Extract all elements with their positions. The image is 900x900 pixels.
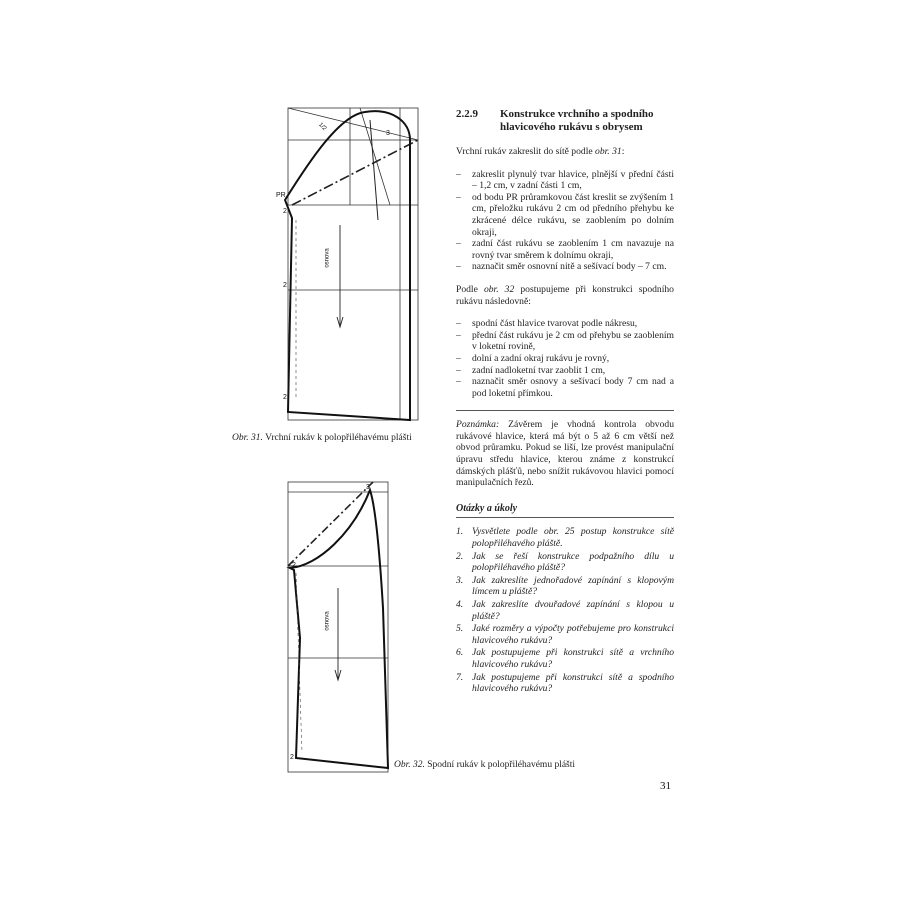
question-number: 4. (456, 599, 464, 610)
note-label: Poznámka: (456, 419, 500, 431)
upper-sleeve-pattern-drawing (270, 100, 430, 430)
figure-31-caption-label: Obr. 31. (232, 433, 263, 443)
list-item: – naznačit směr osnovy a sešívací body 7 cm nad a pod loketní přímkou. (456, 376, 674, 399)
label-2-top: 2 (292, 562, 296, 569)
question-text: Jak postupujeme při konstrukci sítě a spodního hlavicového rukávu? (472, 671, 674, 695)
label-half: 1/2 (317, 121, 328, 133)
question-number: 6. (456, 647, 464, 659)
question-item (456, 526, 674, 549)
list-item: – dolní a zadní okraj rukávu je rovný, (456, 353, 674, 365)
question-number: 2. (456, 550, 464, 562)
section-number: 2.2.9 (456, 108, 478, 120)
lower-sleeve-pattern-drawing (278, 478, 398, 778)
intro-paragraph (456, 146, 674, 158)
label-3: 3 (366, 484, 370, 491)
page-number: 31 (660, 780, 671, 792)
question-text: Jak se řeší konstrukce podpažního dílu u polopřiléhavého pláště? (472, 550, 674, 574)
section-title: Konstrukce vrchního a spodního hlavicového rukávu s obrysem (500, 108, 654, 133)
intro-prefix: Vrchní rukáv zakreslit do sítě podle (456, 146, 596, 157)
divider (456, 410, 674, 411)
question-item (456, 647, 674, 670)
figure-31-upper-sleeve (270, 100, 430, 430)
text-column (456, 108, 674, 696)
intro-reference: obr. 31 (595, 146, 622, 157)
figure-31-caption (232, 433, 412, 443)
label-3: 3 (386, 130, 390, 137)
label-2-top: 2 (283, 208, 287, 215)
list-item: – přední část rukávu je 2 cm od přehybu se zaoblením v loketní rovině, (456, 330, 674, 353)
label-pr: PR (276, 192, 286, 199)
question-item (456, 575, 674, 598)
lower-sleeve-intro (456, 284, 674, 307)
list-item: – od bodu PR průramkovou část kreslit se zvýšením 1 cm, přeložku rukávu 2 cm od předního přehybu ke zkrácené délce rukávu, se zaoblením po dolním okraji, (456, 192, 674, 238)
list-item: – naznačit směr osnovní nitě a sešívací body – 7 cm. (456, 261, 674, 273)
figure-31-caption-text: Vrchní rukáv k polopřiléhavému plášti (262, 433, 412, 443)
figure-32-caption-label: Obr. 32. (394, 760, 425, 770)
question-item (456, 623, 674, 646)
label-osnova: osnova (324, 611, 331, 631)
question-number: 3. (456, 574, 464, 586)
label-2-middle: 2 (283, 282, 287, 289)
para2-prefix: Podle (456, 283, 484, 295)
figure-32-caption (394, 760, 575, 770)
list-item: – zadní část rukávu se zaoblením 1 cm navazuje na rovný tvar směrem k dolnímu okraji, (456, 238, 674, 261)
question-text: Jaké rozměry a výpočty potřebujeme pro konstrukci hlavicového rukávu? (472, 623, 674, 646)
question-item (456, 599, 674, 622)
intro-suffix: : (621, 146, 625, 157)
questions-heading: Otázky a úkoly (456, 503, 674, 519)
question-text: Jak postupujeme při konstrukci sítě a vrchního hlavicového rukávu? (472, 647, 674, 670)
questions-list (456, 526, 674, 694)
para2-reference: obr. 32 (483, 283, 515, 295)
label-2-bottom: 2 (283, 394, 287, 401)
note-paragraph (456, 419, 674, 489)
question-number: 5. (456, 623, 464, 635)
para2-suffix: postupujeme při konstrukci spodního rukávu následovně: (456, 283, 674, 307)
section-heading (456, 108, 674, 134)
list-item: – zadní nadloketní tvar zaoblit 1 cm, (456, 365, 674, 377)
question-text: Vysvětlete podle obr. 25 postup konstrukce sítě polopřiléhavého pláště. (472, 526, 674, 550)
list-item: – spodní část hlavice tvarovat podle nákresu, (456, 318, 674, 330)
lower-sleeve-steps (456, 318, 674, 399)
question-item (456, 551, 674, 574)
list-item: – zakreslit plynulý tvar hlavice, plnější v přední části – 1,2 cm, v zadní části 1 cm, (456, 169, 674, 192)
label-2-bottom: 2 (290, 754, 294, 761)
question-number: 1. (456, 526, 464, 538)
figure-32-lower-sleeve (278, 478, 398, 778)
question-text: Jak zakreslíte jednořadové zapínání s klopovým límcem u pláště? (472, 574, 674, 598)
question-number: 7. (456, 671, 464, 683)
figure-32-caption-text: Spodní rukáv k polopřiléhavému plášti (424, 760, 576, 770)
upper-sleeve-steps (456, 169, 674, 273)
note-text: Závěrem je vhodná kontrola obvodu rukávové hlavice, která má být o 5 až 6 cm větší než obvod průramku. Pokud se liší, lze provést manipulační úpravu středu hlavice, kterou známe z konstrukcí dámských plášťů, nebo snížit rukávovou hlavici pomocí manipulačních řezů. (456, 419, 674, 489)
question-text: Jak zakreslíte dvouřadové zapínání s klopou u pláště? (472, 599, 674, 622)
label-osnova: osnova (324, 248, 331, 268)
question-item (456, 672, 674, 695)
